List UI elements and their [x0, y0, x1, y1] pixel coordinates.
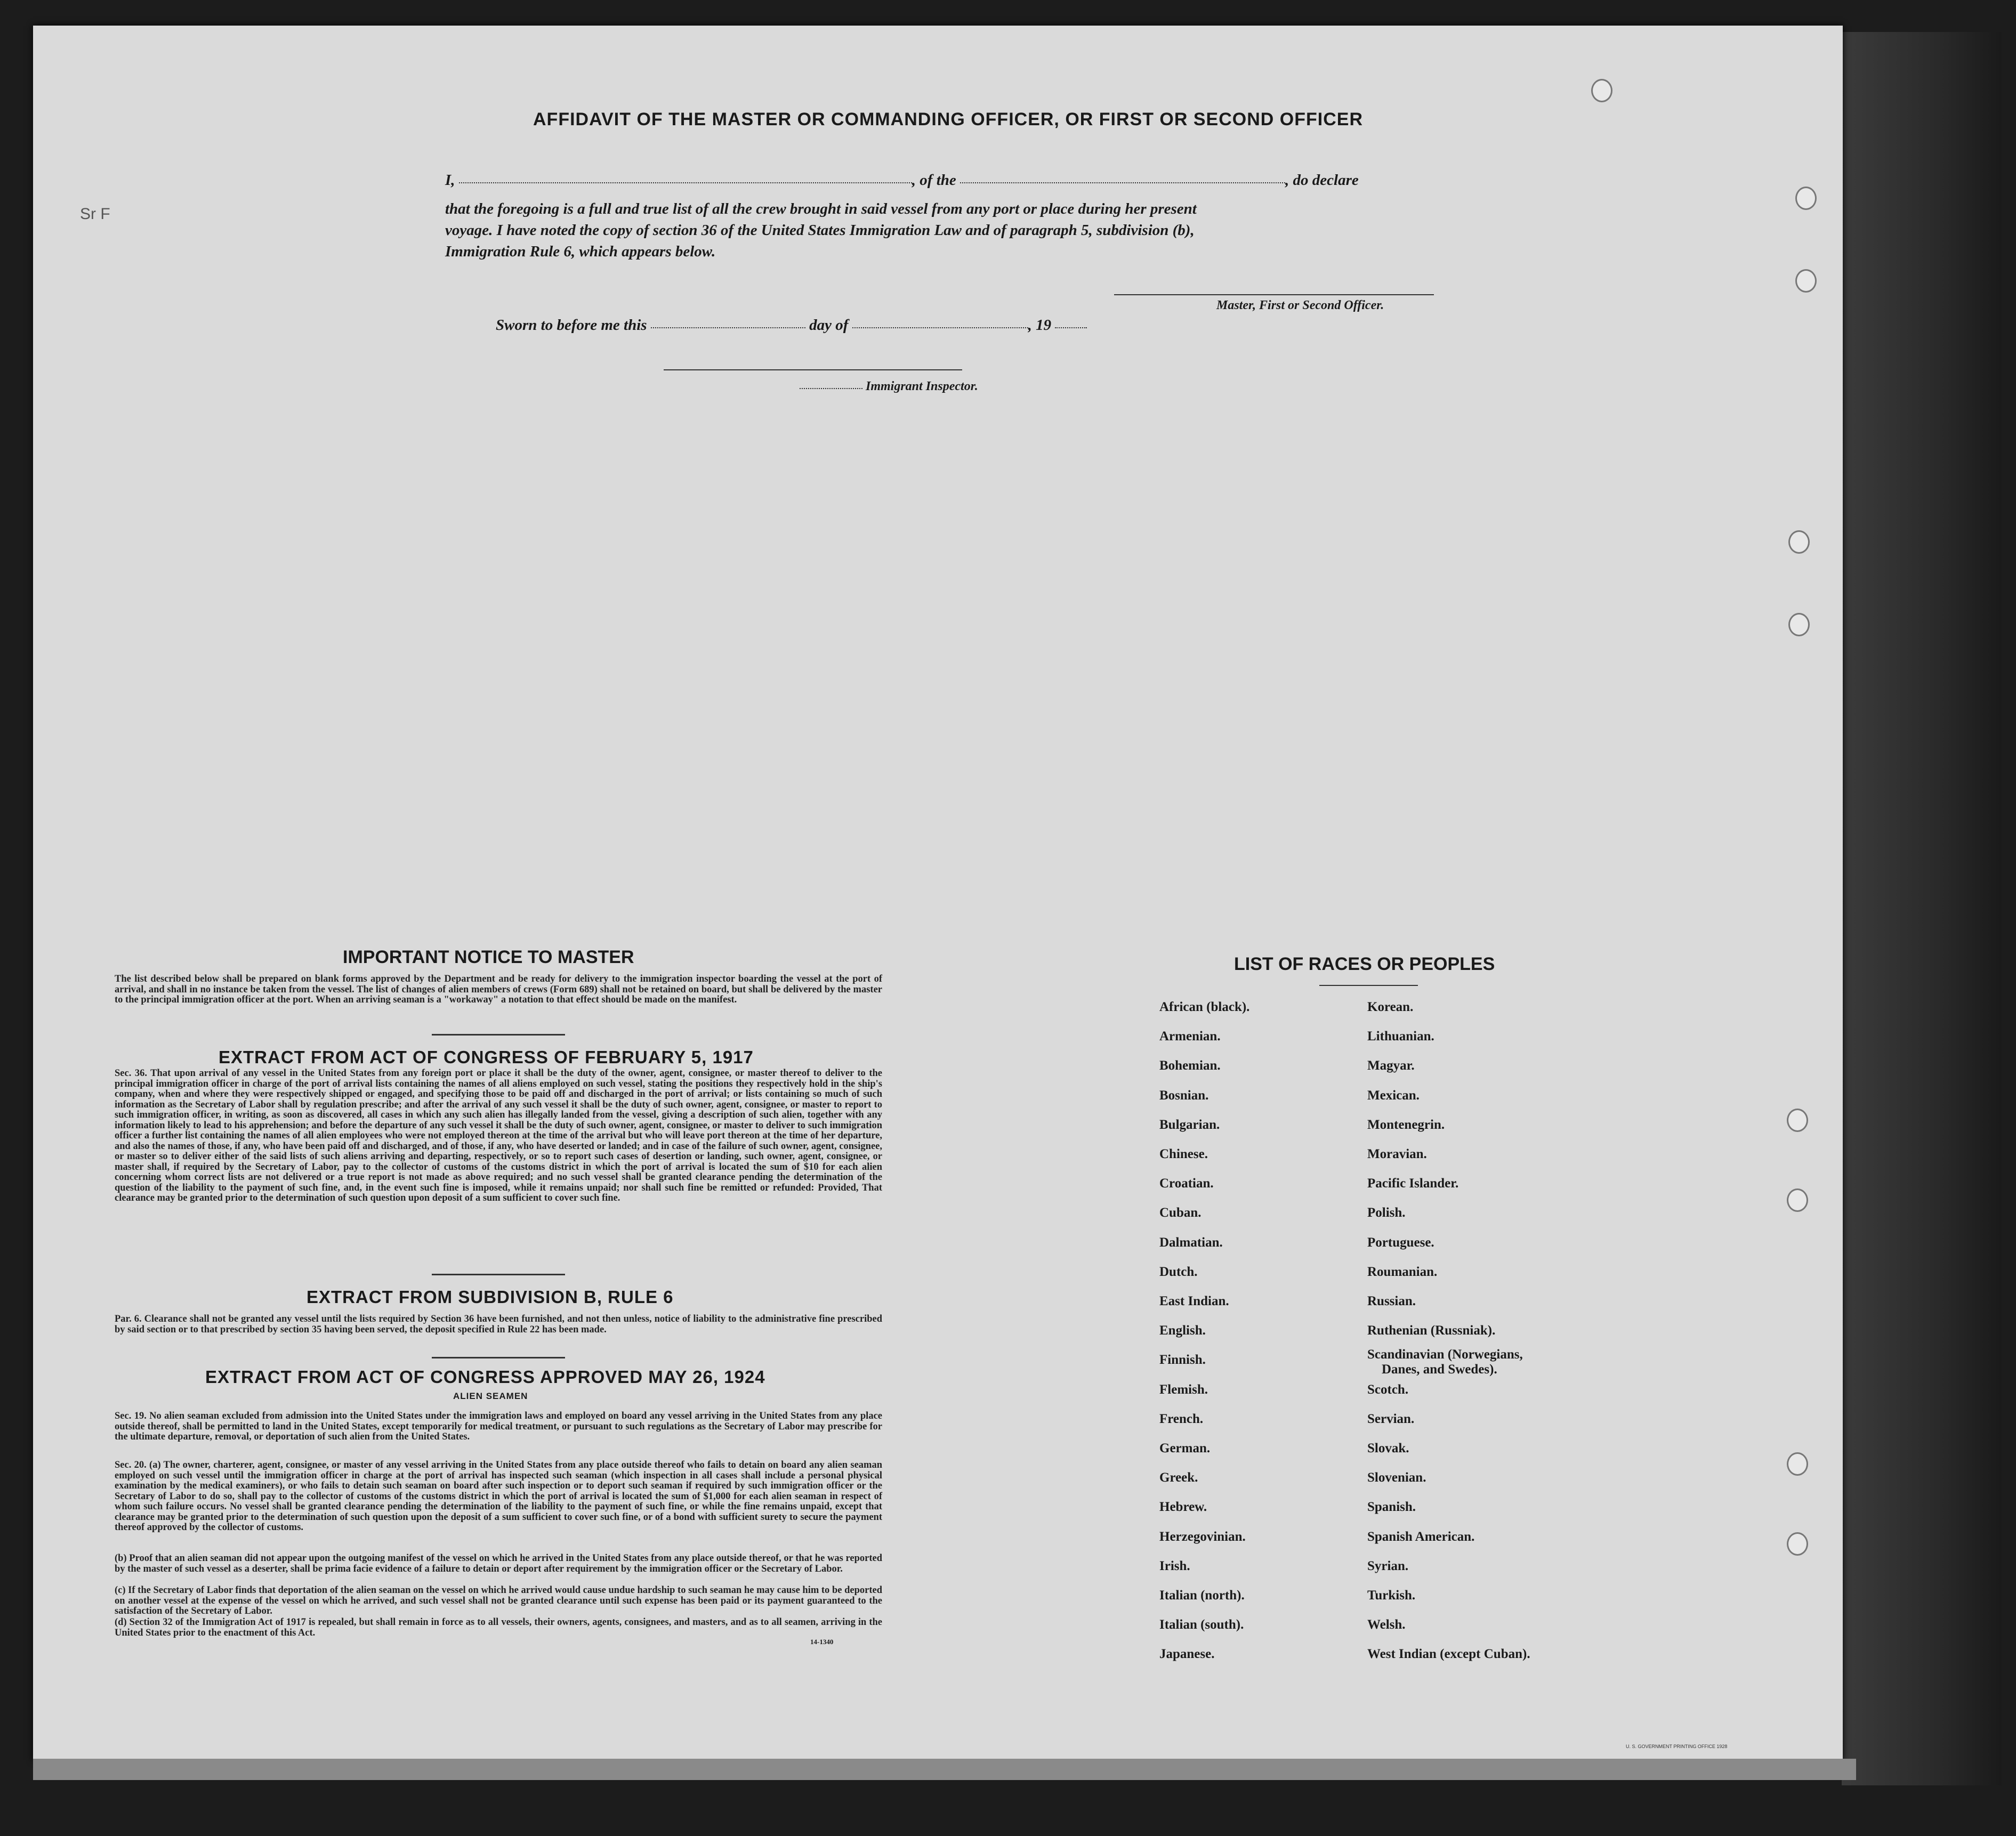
inspector-dotted-blank	[800, 385, 862, 389]
race-item: Pacific Islander.	[1367, 1176, 1459, 1191]
race-item: Polish.	[1367, 1206, 1406, 1220]
race-item: Spanish.	[1367, 1500, 1416, 1515]
race-item: Syrian.	[1367, 1558, 1409, 1573]
punch-hole-icon	[1787, 1532, 1808, 1556]
race-item: Italian (south).	[1159, 1617, 1244, 1632]
affidavit-line-1	[445, 169, 1447, 191]
punch-hole-icon	[1787, 1188, 1808, 1212]
race-item: German.	[1159, 1441, 1211, 1455]
race-item: Scandinavian (Norwegians,	[1367, 1347, 1523, 1362]
race-item: Montenegrin.	[1367, 1117, 1445, 1132]
races-title: LIST OF RACES OR PEOPLES	[1234, 954, 1495, 974]
race-item: Japanese.	[1159, 1647, 1215, 1662]
punch-hole-icon	[1591, 79, 1612, 102]
race-item: Slovenian.	[1367, 1470, 1426, 1485]
race-item: Cuban.	[1159, 1206, 1201, 1220]
affidavit-line-2: that the foregoing is a full and true list of all the crew brought in said vessel from any port or place during her present	[445, 200, 1197, 217]
name-blank[interactable]	[459, 179, 912, 183]
race-item: Greek.	[1159, 1470, 1198, 1485]
divider	[432, 1357, 565, 1358]
extract-1924-sec20d: (d) Section 32 of the Immigration Act of 1917 is repealed, but shall remain in force as to all vessels, their owners, agents, consignees, and masters, and as to all seamen, arriving in the United States prior to the enactment of this Act.	[115, 1617, 882, 1638]
extract-1924-title: EXTRACT FROM ACT OF CONGRESS APPROVED MAY 26, 1924	[205, 1367, 765, 1387]
affidavit-line-3: voyage. I have noted the copy of section 36 of the United States Immigration Law and of paragraph 5, subdivision (b),	[445, 222, 1195, 239]
race-item-continuation: Danes, and Swedes).	[1382, 1362, 1497, 1377]
race-item: French.	[1159, 1411, 1204, 1426]
race-item: Welsh.	[1367, 1617, 1406, 1632]
day-of-label: day of	[809, 317, 849, 334]
vessel-blank[interactable]	[960, 179, 1285, 183]
punch-hole-icon	[1788, 530, 1810, 554]
affidavit-do-declare: , do declare	[1285, 172, 1359, 189]
sworn-day-blank[interactable]	[651, 324, 805, 328]
inspector-label: Immigrant Inspector.	[866, 379, 978, 393]
master-signature-line[interactable]	[1114, 294, 1434, 295]
printing-office-imprint: U. S. GOVERNMENT PRINTING OFFICE 1928	[1626, 1744, 1728, 1749]
punch-hole-icon	[1788, 613, 1810, 636]
race-item: Bohemian.	[1159, 1058, 1221, 1073]
race-item: Turkish.	[1367, 1588, 1416, 1603]
divider	[1319, 985, 1418, 986]
master-label: Master, First or Second Officer.	[1216, 298, 1384, 312]
race-item: East Indian.	[1159, 1294, 1229, 1308]
page-bottom-edge	[33, 1759, 1856, 1780]
race-item: Italian (north).	[1159, 1588, 1245, 1603]
race-item: Russian.	[1367, 1294, 1416, 1308]
extract-rule6-body: Par. 6. Clearance shall not be granted any vessel until the lists required by Section 36 have been furnished, and not then unless, notice of liability to the administrative fine prescribed by said section or to that prescribed by section 35 having been served, the deposit specified in Rule 22 has been made.	[115, 1314, 882, 1335]
extract-rule6-title: EXTRACT FROM SUBDIVISION B, RULE 6	[307, 1287, 674, 1307]
extract-1924-sec20b: (b) Proof that an alien seaman did not appear upon the outgoing manifest of the vessel on which he arrived in the United States from any place outside thereof, or that he was reported by the master of such vessel as a deserter, shall be prima facie evidence of a failure to detain or deport after requirement by the immigration officer or the Secretary of Labor.	[115, 1553, 882, 1574]
race-item: Ruthenian (Russniak).	[1367, 1323, 1496, 1338]
race-item: Croatian.	[1159, 1176, 1214, 1191]
affidavit-i: I,	[445, 172, 455, 189]
inspector-label-row	[800, 379, 978, 394]
affidavit-of-the: , of the	[912, 172, 956, 189]
race-item: Armenian.	[1159, 1029, 1221, 1044]
race-item: West Indian (except Cuban).	[1367, 1647, 1530, 1662]
alien-seamen-subtitle: ALIEN SEAMEN	[453, 1391, 528, 1401]
extract-1924-sec20c: (c) If the Secretary of Labor finds that deportation of the alien seaman on the vessel on which he arrived would cause undue hardship to such seaman he may cause him to be deported on another vessel at the expense of the vessel on which he arrived, and such vessel shall not be granted clearance until such expense has been paid or its payment guaranteed to the satisfaction of the Secretary of Labor.	[115, 1585, 882, 1616]
adjacent-page-shadow	[1842, 32, 2002, 1785]
punch-hole-icon	[1787, 1109, 1808, 1132]
race-item: Moravian.	[1367, 1147, 1427, 1161]
notice-title: IMPORTANT NOTICE TO MASTER	[343, 947, 634, 967]
sworn-line	[496, 314, 1242, 336]
inspector-signature-line[interactable]	[664, 369, 962, 370]
race-item: Magyar.	[1367, 1058, 1415, 1073]
affidavit-line-4: Immigration Rule 6, which appears below.	[445, 243, 716, 260]
race-item: Chinese.	[1159, 1147, 1208, 1161]
race-item: Servian.	[1367, 1411, 1415, 1426]
divider	[432, 1274, 565, 1275]
race-item: Bulgarian.	[1159, 1117, 1220, 1132]
affidavit-title: AFFIDAVIT OF THE MASTER OR COMMANDING OFFICER, OR FIRST OR SECOND OFFICER	[533, 109, 1363, 130]
race-item: Dutch.	[1159, 1264, 1198, 1279]
extract-1917-title: EXTRACT FROM ACT OF CONGRESS OF FEBRUARY 5, 1917	[219, 1047, 754, 1067]
sworn-year-blank[interactable]	[1055, 324, 1087, 328]
punch-hole-icon	[1795, 187, 1817, 210]
extract-1917-body: Sec. 36. That upon arrival of any vessel in the United States from any foreign port or place it shall be the duty of the owner, agent, consignee, or master thereof to deliver to the principal immigration officer in charge of the port of arrival lists containing the names of all aliens employed on such vessel, stating the positions they respectively hold in the ship's company, when and where they were respectively shipped or engaged, and specifying those to be paid off and discharged in the port of arrival; or lists containing so much of such information as the Secretary of Labor shall by regulation prescribe; and after the arrival of any such vessel it shall be the duty of such owner, agent, consignee, or master to report to such immigration officer, in writing, as soon as discovered, all cases in which any such alien has illegally landed from the vessel, giving a description of such alien, together with any information likely to lead to his apprehension; and before the departure of any such vessel it shall be the duty of such owner, agent, consignee, or master to deliver to such immigration officer a further list containing the names of all alien employees who were not employed thereon at the time of the arrival but who will leave port thereon at the time of her departure, and also the names of those, if any, who have been paid off and discharged, and of those, if any, who have deserted or landed; and in case of the failure of such owner, agent, consignee, or master so to deliver either of the said lists of such aliens arriving and departing, respectively, or so to report such cases of desertion or landing, such owner, agent, consignee, or master shall, if required by the Secretary of Labor, pay to the collector of customs of the customs district in which the port of arrival is located the sum of $10 for each alien concerning whom correct lists are not delivered or a true report is not made as above required; and no such vessel shall be granted clearance pending the determination of the question of the liability to the payment of such fine, and, in the event such fine is imposed, while it remains unpaid; nor shall such fine be remitted or refunded: Provided, That clearance may be granted prior to the determination of such question upon deposit of a sum sufficient to cover such fine.	[115, 1068, 882, 1203]
extract-1924-sec19: Sec. 19. No alien seaman excluded from admission into the United States under the immigration laws and employed on board any vessel arriving in the United States from any place outside thereof, shall be permitted to land in the United States, except temporarily for medical treatment, or pursuant to such regulations as the Secretary of Labor may prescribe for the ultimate departure, removal, or deportation of such alien from the United States.	[115, 1411, 882, 1442]
race-item: Spanish American.	[1367, 1529, 1475, 1544]
form-number: 14-1340	[810, 1638, 834, 1646]
race-item: African (black).	[1159, 1000, 1250, 1014]
notice-body: The list described below shall be prepared on blank forms approved by the Department and be ready for delivery to the immigration inspector boarding the vessel at the port of arrival, and shall in no instance be taken from the vessel. The list of changes of alien members of crews (Form 689) shall not be retained on board, but shall be delivered by the master to the principal immigration officer at the port. When an arriving seaman is a "workaway" a notation to that effect should be made on the manifest.	[115, 974, 882, 1005]
sworn-label: Sworn to before me this	[496, 317, 647, 334]
race-item: Korean.	[1367, 1000, 1414, 1014]
margin-mark: Sr F	[80, 205, 110, 223]
race-item: Dalmatian.	[1159, 1235, 1223, 1250]
extract-1924-sec20a: Sec. 20. (a) The owner, charterer, agent, consignee, or master of any vessel arriving in the United States from any place outside thereof who fails to detain on board any alien seaman employed on such vessel until the immigration officer in charge at the port of arrival has inspected such seaman (which inspection in all cases shall include a personal physical examination by the medical examiners), or who fails to detain such seaman on board after such inspection or to deport such seaman if required by such immigration officer or the Secretary of Labor to do so, shall pay to the collector of customs of the customs district in which the port of arrival is located the sum of $1,000 for each alien seaman in respect of whom such failure occurs. No vessel shall be granted clearance pending the determination of the liability to the payment of such fine, or while the fine remains unpaid, except that clearance may be granted prior to the determination of such question upon the deposit of a sum sufficient to cover such fine, or of a bond with sufficient surety to secure the payment thereof approved by the collector of customs.	[115, 1460, 882, 1533]
divider	[432, 1034, 565, 1036]
race-item: Portuguese.	[1367, 1235, 1434, 1250]
race-item: Slovak.	[1367, 1441, 1409, 1455]
race-item: Flemish.	[1159, 1382, 1208, 1397]
race-item: Irish.	[1159, 1558, 1190, 1573]
race-item: Roumanian.	[1367, 1264, 1438, 1279]
race-item: Scotch.	[1367, 1382, 1409, 1397]
race-item: Bosnian.	[1159, 1088, 1209, 1103]
year-label: , 19	[1028, 317, 1052, 334]
punch-hole-icon	[1787, 1452, 1808, 1476]
race-item: Finnish.	[1159, 1353, 1206, 1368]
race-item: English.	[1159, 1323, 1206, 1338]
punch-hole-icon	[1795, 269, 1817, 293]
race-item: Mexican.	[1367, 1088, 1420, 1103]
race-item: Hebrew.	[1159, 1500, 1207, 1515]
sworn-month-blank[interactable]	[852, 324, 1028, 328]
race-item: Lithuanian.	[1367, 1029, 1434, 1044]
race-item: Herzegovinian.	[1159, 1529, 1246, 1544]
